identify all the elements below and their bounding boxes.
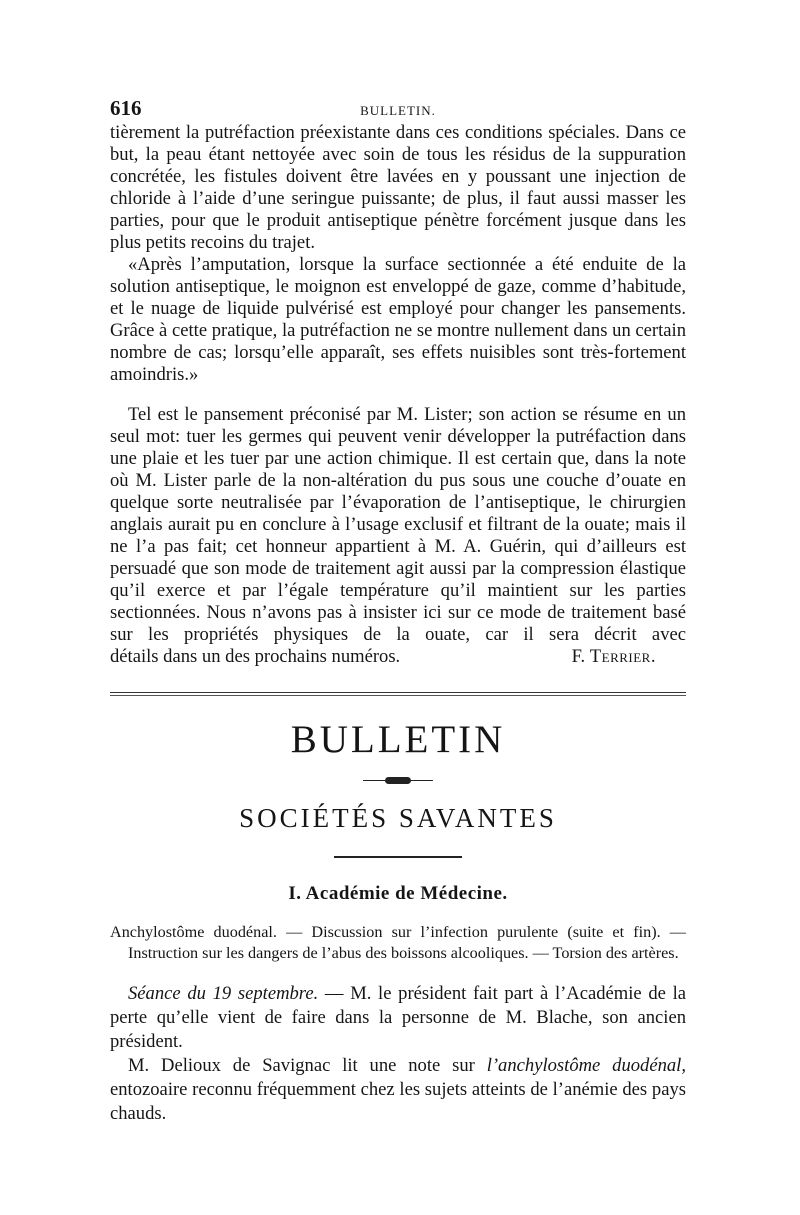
seance-text: — M. le président fait part à l’Académie de la perte qu’elle vient de faire dans la personne de M. Blache, son ancien président.	[110, 983, 686, 1052]
section-title: SOCIÉTÉS SAVANTES	[239, 803, 557, 833]
paragraph-lister-last-line: détails dans un des prochains numéros.	[110, 646, 401, 667]
signature-name: Terrier.	[589, 646, 656, 667]
author-signature	[572, 646, 656, 668]
bulletin-title: BULLETIN	[290, 718, 506, 761]
page-number: 616	[110, 96, 142, 120]
paragraph-lister: Tel est le pansement préconisé par M. Lister; son action se résume en un seul mot: tuer les germes qui peuvent venir développer la putréfaction dans une plaie et les tuer par une action chimique. Il est certain que, dans la note où M. Lister parle de la non-altération du pus sous une couche d’ouate en quelque sorte neutralisée par l’évaporation de l’antiseptique, le chirurgien anglais aurait pu en conclure à l’usage exclusif et filtrant de la ouate; mais il ne l’a pas fait; cet honneur appartient à M. A. Guérin, qui d’ailleurs est persuadé que son mode de traitement agit aussi par la compression élastique qu’il exerce et par l’égale température qu’il maintient sur les parties sectionnées. Nous n’avons pas à insister ici sur ce mode de traitement basé sur les propriétés physiques de la ouate, car il sera décrit avec	[110, 404, 686, 645]
paragraph-gap	[110, 386, 686, 404]
delioux-text-end: entozoaire reconnu fréquemment chez les sujets atteints de l’anémie des pays chauds.	[110, 1079, 686, 1124]
short-rule	[334, 856, 462, 858]
ornament-center	[385, 777, 411, 784]
subsection-title: I. Académie de Médecine.	[288, 883, 508, 904]
signature-initial: F.	[571, 646, 586, 667]
delioux-topic: l’anchylostôme duodénal,	[486, 1055, 687, 1076]
running-head	[110, 92, 686, 122]
signature-line	[110, 646, 686, 668]
paragraph-quote: «Après l’amputation, lorsque la surface sectionnée a été enduite de la solution antiseptique, le moignon est enveloppé de gaze, comme d’habitude, et le nuage de liquide pulvérisé est employé pour changer les pansements. Grâce à cette pratique, la putréfaction ne se montre nullement dans un certain nombre de cas; lorsqu’elle apparaît, ses effets nuisibles sont très-fortement amoindris.»	[110, 254, 686, 385]
page-content	[110, 92, 686, 1126]
running-title: BULLETIN.	[360, 103, 436, 118]
delioux-text-start: M. Delioux de Savignac lit une note sur	[128, 1055, 487, 1076]
paragraph-continuation: tièrement la putréfaction préexistante dans ces conditions spéciales. Dans ce but, la peau étant nettoyée avec soin de tous les résidus de la suppuration concrétée, les fistules doivent être lavées en y poussant une injection de chloride à l’aide d’une seringue puissante; de plus, il faut aussi masser les parties, pour que le produit antiseptique pénètre forcément jusque dans les plus petits recoins du trajet.	[110, 122, 686, 253]
paragraph-seance	[110, 982, 686, 1054]
paragraph-delioux	[110, 1054, 686, 1126]
ornament-divider	[363, 776, 433, 786]
session-summary: Anchylostôme duodénal. — Discussion sur l’infection purulente (suite et fin). — Instruction sur les dangers de l’abus des boissons alcooliques. — Torsion des artères.	[110, 923, 686, 962]
section-divider	[110, 692, 686, 696]
seance-date: Séance du 19 septembre.	[128, 983, 319, 1004]
